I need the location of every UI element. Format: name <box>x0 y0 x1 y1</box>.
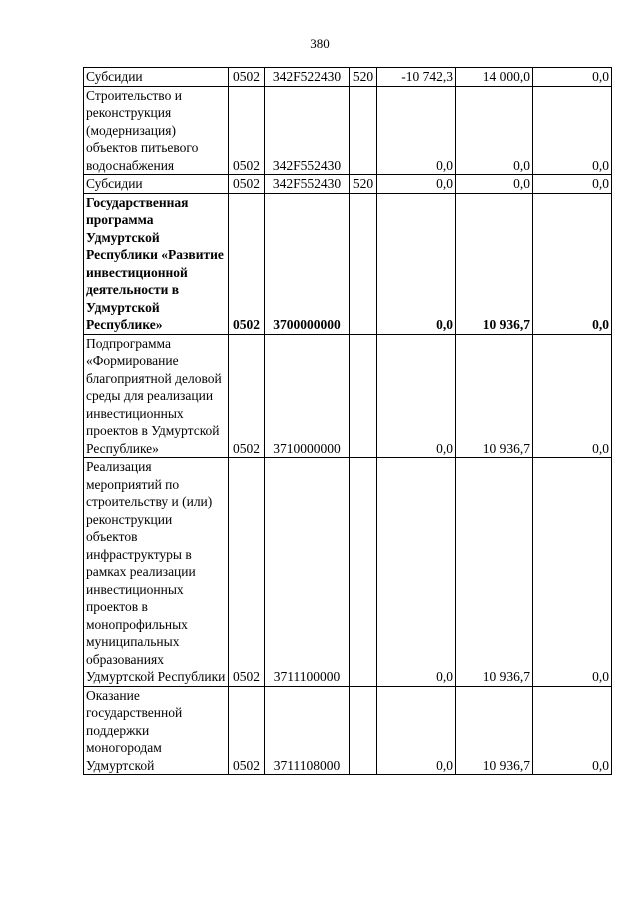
row-name-cell: Субсидии <box>84 175 229 194</box>
amount-2-cell: 14 000,0 <box>456 68 533 87</box>
row-name-cell: Оказание государственной поддержки моногородам Удмуртской <box>84 686 229 775</box>
page-number: 380 <box>310 36 330 51</box>
amount-3-cell: 0,0 <box>533 193 612 334</box>
table-row <box>84 458 612 687</box>
expense-type-cell <box>350 86 377 175</box>
section-cell: 0502 <box>229 458 265 687</box>
amount-2-cell: 10 936,7 <box>456 334 533 458</box>
amount-1-cell: 0,0 <box>377 86 456 175</box>
expense-type-cell <box>350 686 377 775</box>
target-article-cell: 342F522430 <box>265 68 350 87</box>
table-row <box>84 686 612 775</box>
target-article-cell: 342F552430 <box>265 86 350 175</box>
amount-2-cell: 10 936,7 <box>456 458 533 687</box>
amount-1-cell: 0,0 <box>377 193 456 334</box>
amount-3-cell: 0,0 <box>533 68 612 87</box>
amount-2-cell: 10 936,7 <box>456 193 533 334</box>
amount-2-cell: 0,0 <box>456 175 533 194</box>
amount-1-cell: 0,0 <box>377 458 456 687</box>
expense-type-cell: 520 <box>350 175 377 194</box>
target-article-cell: 3710000000 <box>265 334 350 458</box>
table-row <box>84 175 612 194</box>
amount-1-cell: 0,0 <box>377 686 456 775</box>
target-article-cell: 3711108000 <box>265 686 350 775</box>
budget-table <box>83 67 612 775</box>
expense-type-cell <box>350 458 377 687</box>
section-cell: 0502 <box>229 193 265 334</box>
table-row <box>84 86 612 175</box>
section-cell: 0502 <box>229 686 265 775</box>
row-name-cell: Строительство и реконструкция (модернизация) объектов питьевого водоснабжения <box>84 86 229 175</box>
amount-3-cell: 0,0 <box>533 175 612 194</box>
row-name-cell: Подпрограмма «Формирование благоприятной деловой среды для реализации инвестиционных проектов в Удмуртской Республике» <box>84 334 229 458</box>
expense-type-cell <box>350 334 377 458</box>
target-article-cell: 3711100000 <box>265 458 350 687</box>
row-name-cell: Государственная программа Удмуртской Республики «Развитие инвестиционной деятельности в Удмуртской Республике» <box>84 193 229 334</box>
row-name-cell: Субсидии <box>84 68 229 87</box>
amount-1-cell: 0,0 <box>377 334 456 458</box>
target-article-cell: 3700000000 <box>265 193 350 334</box>
section-cell: 0502 <box>229 86 265 175</box>
section-cell: 0502 <box>229 68 265 87</box>
target-article-cell: 342F552430 <box>265 175 350 194</box>
expense-type-cell: 520 <box>350 68 377 87</box>
row-name-cell: Реализация мероприятий по строительству и (или) реконструкции объектов инфраструктуры в рамках реализации инвестиционных проектов в монопрофильных муниципальных образованиях Удмуртской Республики <box>84 458 229 687</box>
expense-type-cell <box>350 193 377 334</box>
table-row <box>84 193 612 334</box>
amount-3-cell: 0,0 <box>533 686 612 775</box>
amount-3-cell: 0,0 <box>533 334 612 458</box>
amount-1-cell: 0,0 <box>377 175 456 194</box>
amount-1-cell: -10 742,3 <box>377 68 456 87</box>
table-row <box>84 334 612 458</box>
amount-3-cell: 0,0 <box>533 86 612 175</box>
amount-2-cell: 0,0 <box>456 86 533 175</box>
section-cell: 0502 <box>229 334 265 458</box>
amount-3-cell: 0,0 <box>533 458 612 687</box>
amount-2-cell: 10 936,7 <box>456 686 533 775</box>
budget-table-body <box>84 68 612 775</box>
table-row <box>84 68 612 87</box>
section-cell: 0502 <box>229 175 265 194</box>
